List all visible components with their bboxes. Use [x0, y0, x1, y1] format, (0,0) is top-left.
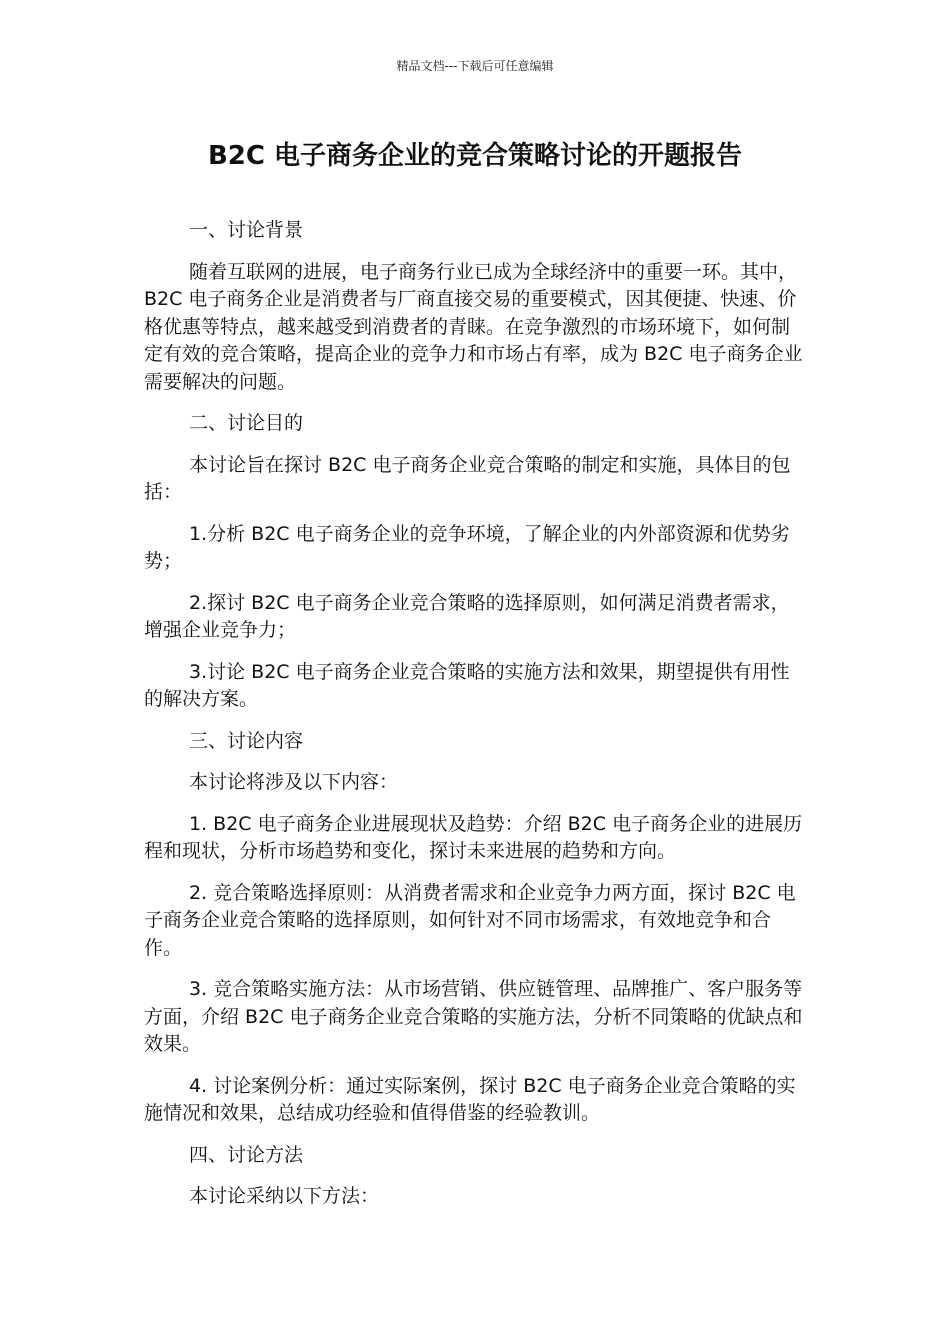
section-heading-purpose: 二、讨论目的 [189, 412, 304, 434]
content-item-4: 4. 讨论案例分析：通过实际案例，探讨 B2C 电子商务企业竞合策略的实施情况和效果，总结成功经验和值得借鉴的经验教训。 [144, 1074, 796, 1124]
section-heading-method: 四、讨论方法 [189, 1143, 304, 1166]
purpose-item-2: 2.探讨 B2C 电子商务企业竞合策略的选择原则，如何满足消费者需求，增强企业竞争力； [144, 591, 790, 641]
content-item-2: 2. 竞合策略选择原则：从消费者需求和企业竞争力两方面，探讨 B2C 电子商务企业竞合策略的选择原则，如何针对不同市场需求，有效地竞争和合作。 [144, 881, 796, 959]
method-intro-paragraph: 本讨论采纳以下方法： [189, 1185, 380, 1207]
content-intro-paragraph: 本讨论将涉及以下内容： [189, 771, 399, 793]
document-title: B2C 电子商务企业的竞合策略讨论的开题报告 [207, 141, 743, 171]
background-paragraph: 随着互联网的进展，电子商务行业已成为全球经济中的重要一环。其中，B2C 电子商务企业是消费者与厂商直接交易的重要模式，因其便捷、快速、价格优惠等特点，越来越受到消费者的青睐。在竞争激烈的市场环境下，如何制定有效的竞合策略，提高企业的竞争力和市场占有率，成为 B2C 电子商务企业需要解决的问题。 [144, 260, 803, 393]
running-header: 精品文档---下载后可任意编辑 [396, 59, 554, 73]
purpose-item-3: 3.讨论 B2C 电子商务企业竞合策略的实施方法和效果，期望提供有用性的解决方案。 [144, 660, 790, 710]
section-heading-content: 三、讨论内容 [189, 729, 304, 752]
purpose-item-1: 1.分析 B2C 电子商务企业的竞争环境，了解企业的内外部资源和优势劣势； [144, 522, 790, 572]
purpose-intro-paragraph: 本讨论旨在探讨 B2C 电子商务企业竞合策略的制定和实施，具体目的包括： [144, 453, 791, 503]
content-item-3: 3. 竞合策略实施方法：从市场营销、供应链管理、品牌推广、客户服务等方面，介绍 B2C 电子商务企业竞合策略的实施方法，分析不同策略的优缺点和效果。 [144, 978, 803, 1055]
content-item-1: 1. B2C 电子商务企业进展现状及趋势：介绍 B2C 电子商务企业的进展历程和现状，分析市场趋势和变化，探讨未来进展的趋势和方向。 [144, 812, 803, 862]
section-heading-background: 一、讨论背景 [189, 219, 304, 241]
document-body [144, 217, 808, 1225]
